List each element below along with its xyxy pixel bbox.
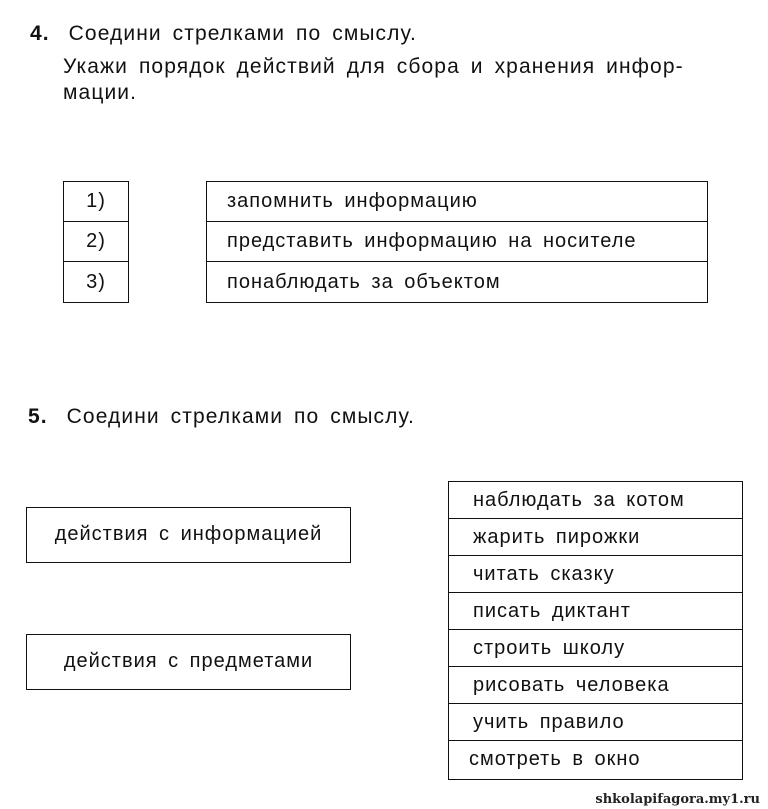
- category-label: действия с предметами: [63, 650, 314, 672]
- task4-instruction: Соедини стрелками по смыслу.: [68, 22, 417, 45]
- task4-subinstruction-line2: мации.: [63, 81, 138, 104]
- action-item[interactable]: представить информацию на носителе: [207, 222, 707, 262]
- list-item[interactable]: жарить пирожки: [449, 519, 742, 556]
- action-item[interactable]: понаблюдать за объектом: [227, 270, 501, 293]
- order-cell-2[interactable]: 2): [64, 222, 128, 262]
- list-item[interactable]: читать сказку: [449, 556, 742, 593]
- task4-subinstruction-line1: Укажи порядок действий для сбора и хранения инфор-: [63, 55, 684, 78]
- action-item[interactable]: запомнить информацию: [207, 182, 707, 222]
- list-item[interactable]: учить правило: [449, 704, 742, 741]
- task4-number: 4.: [30, 22, 50, 45]
- order-number-column: [63, 181, 129, 303]
- list-item[interactable]: наблюдать за котом: [449, 482, 742, 519]
- list-item[interactable]: строить школу: [449, 630, 742, 667]
- list-item[interactable]: писать диктант: [449, 593, 742, 630]
- category-box-information[interactable]: [26, 507, 351, 563]
- order-cell-3[interactable]: 3): [86, 270, 106, 293]
- task4-heading: [30, 22, 417, 46]
- items-list: [448, 481, 743, 780]
- category-label: действия с информацией: [54, 523, 323, 545]
- list-item[interactable]: рисовать человека: [449, 667, 742, 704]
- list-item[interactable]: смотреть в окно: [469, 748, 641, 770]
- task5-number: 5.: [28, 405, 48, 428]
- category-box-objects[interactable]: [26, 634, 351, 690]
- watermark: shkolapifagora.my1.ru: [595, 792, 760, 807]
- order-cell-1[interactable]: 1): [64, 182, 128, 222]
- task5-heading: [28, 405, 415, 429]
- task5-instruction: Соедини стрелками по смыслу.: [66, 405, 415, 428]
- actions-list: [206, 181, 708, 303]
